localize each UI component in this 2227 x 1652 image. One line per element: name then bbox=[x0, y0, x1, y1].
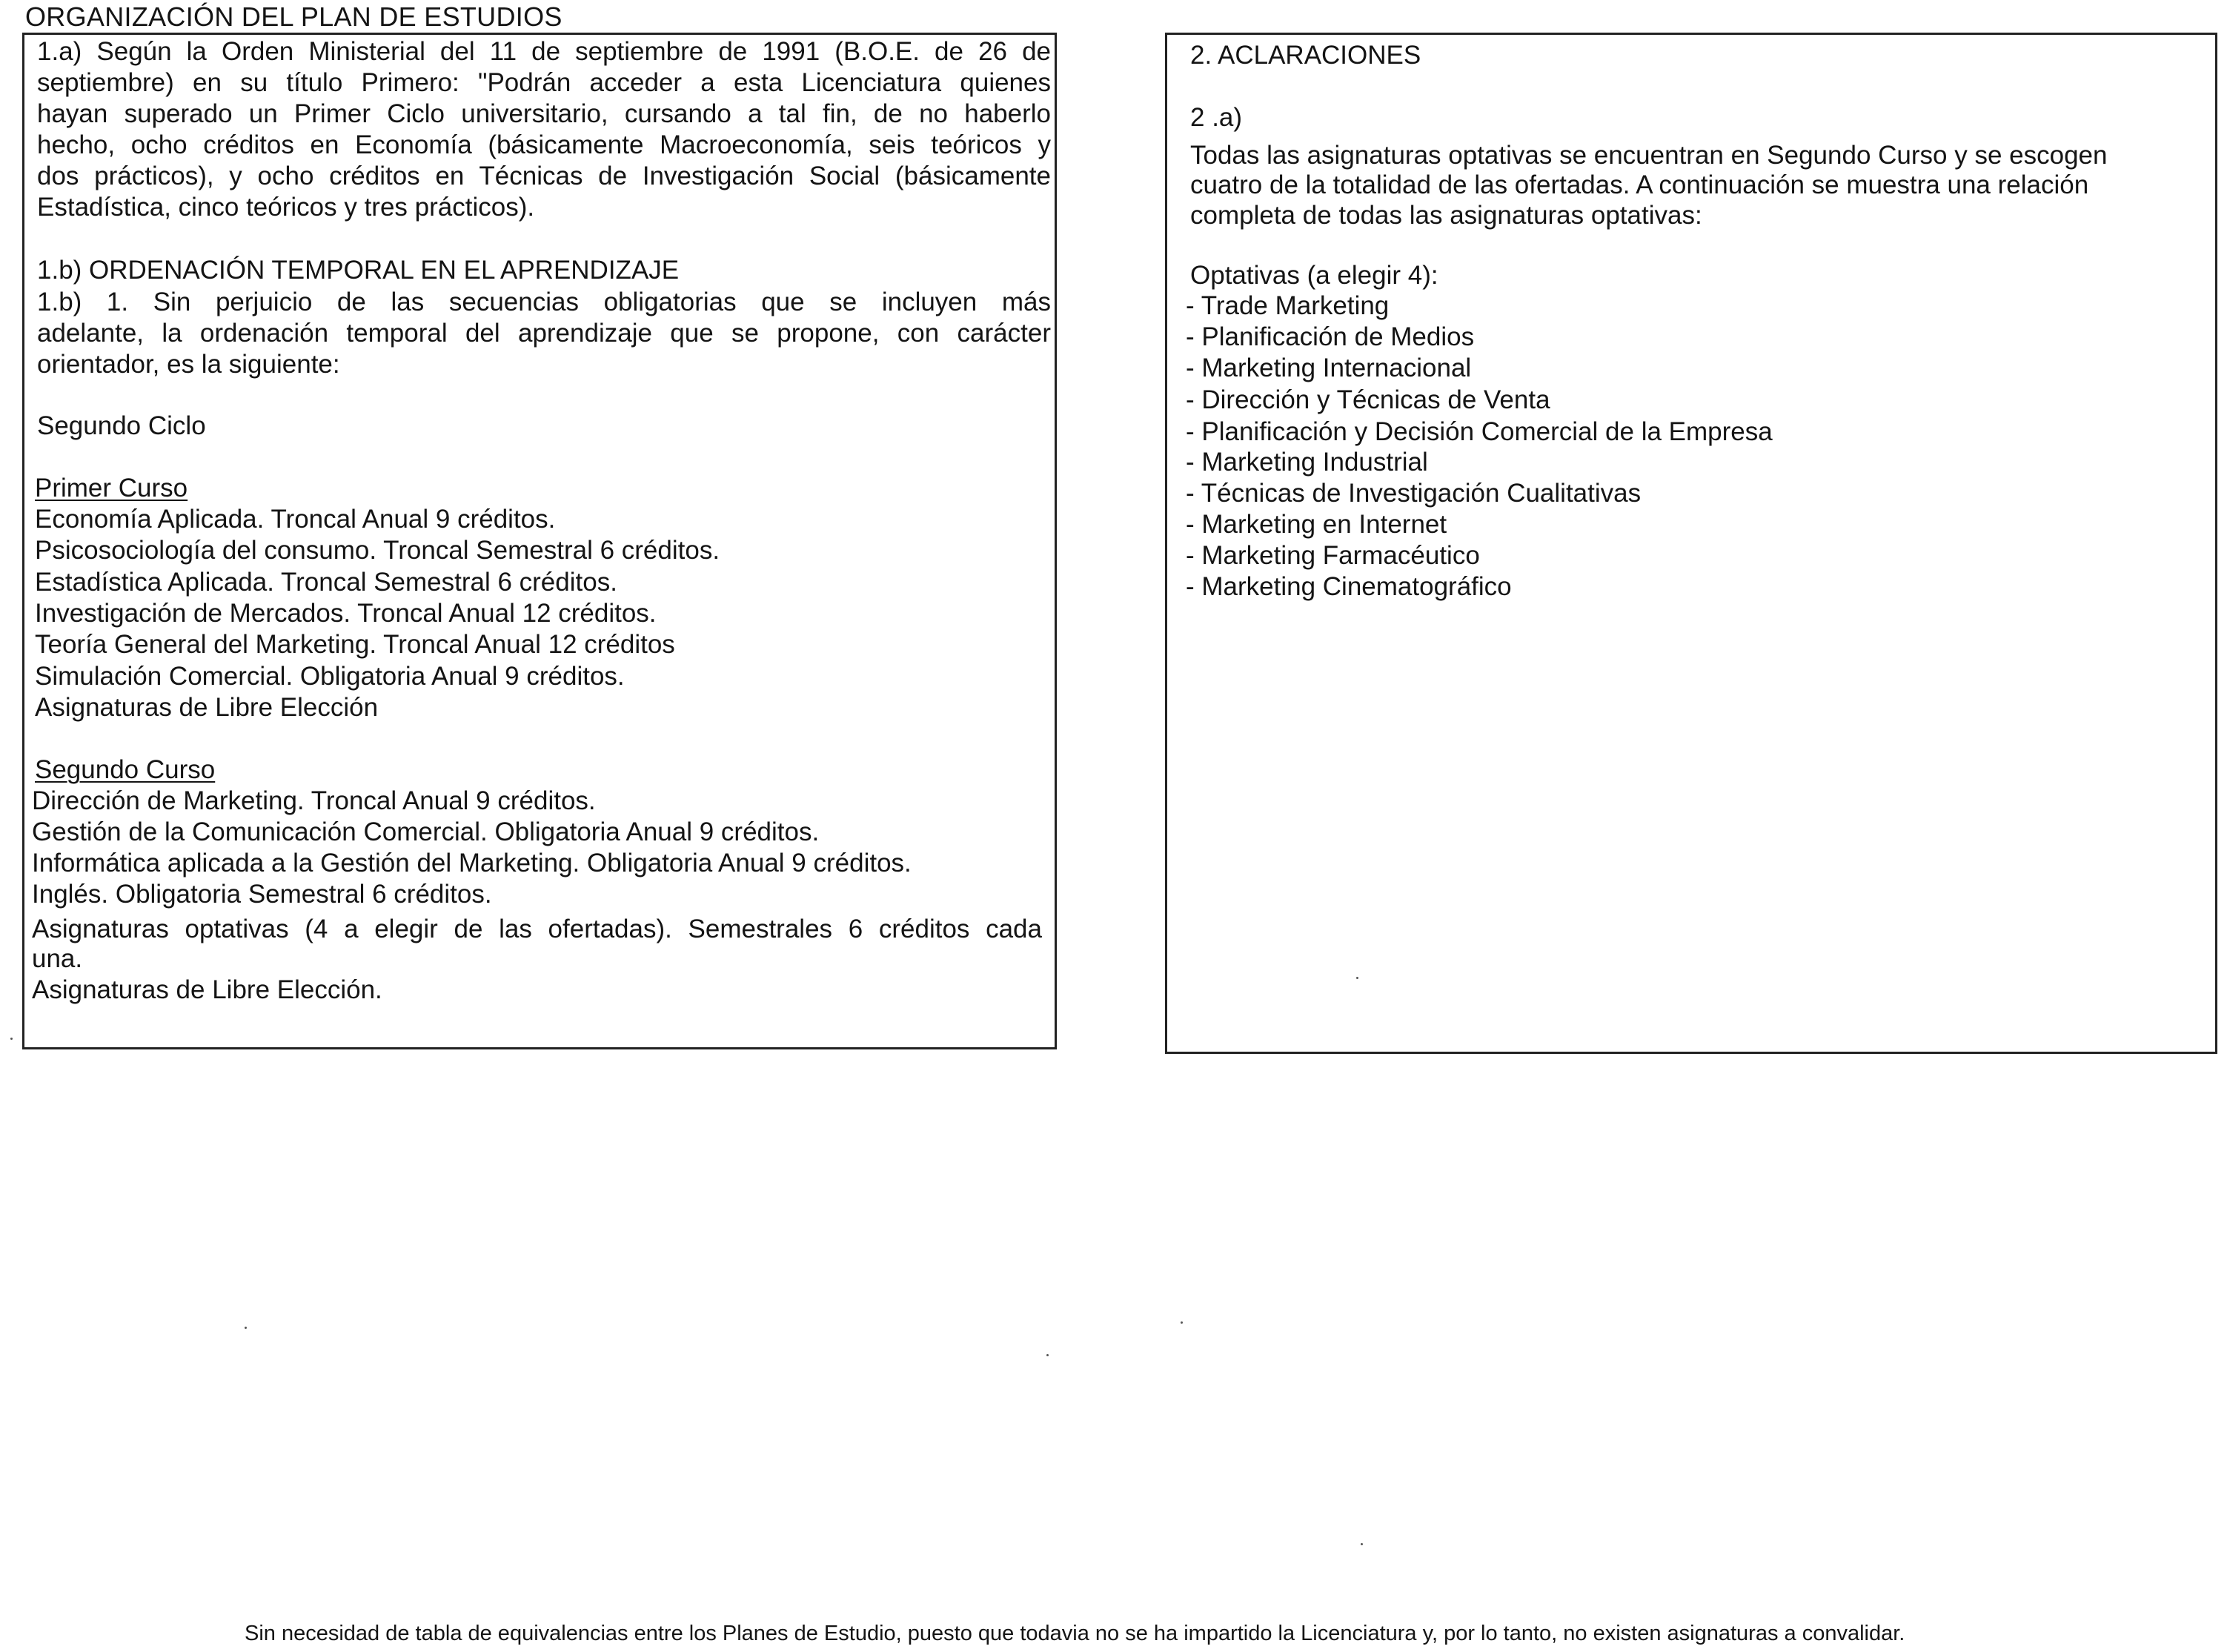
optativa-item: - Planificación y Decisión Comercial de la Empresa bbox=[1186, 417, 1773, 446]
segundo-curso-item: Informática aplicada a la Gestión del Marketing. Obligatoria Anual 9 créditos. bbox=[32, 849, 912, 878]
aclaraciones-line: Todas las asignaturas optativas se encuentran en Segundo Curso y se escogen bbox=[1190, 141, 2108, 170]
page-heading: ORGANIZACIÓN DEL PLAN DE ESTUDIOS bbox=[25, 1, 562, 32]
scan-speck bbox=[1356, 977, 1358, 979]
s1a-line: dos prácticos), y ocho créditos en Técnicas de Investigación Social (básicamente bbox=[37, 162, 1051, 190]
aclaraciones-line: completa de todas las asignaturas optativas: bbox=[1190, 201, 1702, 230]
segundo-curso-item: Asignaturas optativas (4 a elegir de las ofertadas). Semestrales 6 créditos cada bbox=[32, 915, 1042, 943]
s1b-line: adelante, la ordenación temporal del aprendizaje que se propone, con carácter bbox=[37, 319, 1051, 348]
segundo-curso-item: Gestión de la Comunicación Comercial. Obligatoria Anual 9 créditos. bbox=[32, 817, 820, 846]
ciclo-label: Segundo Ciclo bbox=[37, 411, 206, 440]
s1b-line: 1.b) 1. Sin perjuicio de las secuencias obligatorias que se incluyen más bbox=[37, 288, 1051, 316]
optativa-item: - Técnicas de Investigación Cualitativas bbox=[1186, 479, 1642, 508]
optativa-item: - Dirección y Técnicas de Venta bbox=[1186, 385, 1550, 414]
s1b-heading: 1.b) ORDENACIÓN TEMPORAL EN EL APRENDIZAJE bbox=[37, 256, 680, 285]
primer-curso-item: Economía Aplicada. Troncal Anual 9 créditos. bbox=[35, 505, 556, 534]
aclaraciones-title: 2. ACLARACIONES bbox=[1190, 41, 1421, 70]
primer-curso-item: Estadística Aplicada. Troncal Semestral 6 créditos. bbox=[35, 568, 617, 597]
primer-curso-item: Teoría General del Marketing. Troncal Anual 12 créditos bbox=[35, 630, 675, 659]
s1a-line: 1.a) Según la Orden Ministerial del 11 de septiembre de 1991 (B.O.E. de 26 de bbox=[37, 37, 1051, 66]
optativa-item: - Marketing Internacional bbox=[1186, 354, 1472, 382]
primer-curso-item: Psicosociología del consumo. Troncal Semestral 6 créditos. bbox=[35, 536, 720, 565]
s1a-line: hayan superado un Primer Ciclo universitario, cursando a tal fin, de no haberlo bbox=[37, 99, 1051, 128]
scan-speck bbox=[1181, 1321, 1183, 1324]
footer-note: Sin necesidad de tabla de equivalencias entre los Planes de Estudio, puesto que todavia no se ha impartido la Licenciatura y, por lo tanto, no existen asignaturas a convalidar. bbox=[245, 1622, 1905, 1645]
scan-speck bbox=[1361, 1543, 1363, 1545]
optativa-item: - Marketing Farmacéutico bbox=[1186, 541, 1480, 570]
s1b-line: orientador, es la siguiente: bbox=[37, 350, 340, 379]
optativas-heading: Optativas (a elegir 4): bbox=[1190, 261, 1438, 290]
scan-speck bbox=[1046, 1354, 1049, 1356]
segundo-curso-item: Dirección de Marketing. Troncal Anual 9 créditos. bbox=[32, 786, 596, 815]
primer-curso-item: Asignaturas de Libre Elección bbox=[35, 693, 379, 722]
aclaraciones-line: cuatro de la totalidad de las ofertadas. A continuación se muestra una relación bbox=[1190, 170, 2089, 199]
optativa-item: - Marketing Cinematográfico bbox=[1186, 572, 1512, 601]
segundo-curso-item: Inglés. Obligatoria Semestral 6 créditos. bbox=[32, 880, 492, 909]
optativa-item: - Planificación de Medios bbox=[1186, 322, 1475, 351]
s1a-line: septiembre) en su título Primero: "Podrán acceder a esta Licenciatura quienes bbox=[37, 68, 1051, 97]
s1a-line: hecho, ocho créditos en Economía (básicamente Macroeconomía, seis teóricos y bbox=[37, 130, 1051, 159]
optativa-item: - Marketing en Internet bbox=[1186, 510, 1447, 539]
s1a-line: Estadística, cinco teóricos y tres prácticos). bbox=[37, 193, 535, 222]
aclaraciones-subsection: 2 .a) bbox=[1190, 103, 1243, 132]
segundo-curso-item: una. bbox=[32, 944, 83, 973]
scan-speck bbox=[245, 1327, 247, 1329]
primer-curso-item: Investigación de Mercados. Troncal Anual 12 créditos. bbox=[35, 599, 657, 628]
scan-speck bbox=[10, 1038, 13, 1040]
segundo-curso-item: Asignaturas de Libre Elección. bbox=[32, 975, 382, 1004]
optativa-item: - Marketing Industrial bbox=[1186, 448, 1428, 477]
primer-curso-title: Primer Curso bbox=[35, 474, 188, 502]
optativa-item: - Trade Marketing bbox=[1186, 291, 1390, 320]
segundo-curso-title: Segundo Curso bbox=[35, 755, 216, 784]
primer-curso-item: Simulación Comercial. Obligatoria Anual 9 créditos. bbox=[35, 662, 625, 691]
